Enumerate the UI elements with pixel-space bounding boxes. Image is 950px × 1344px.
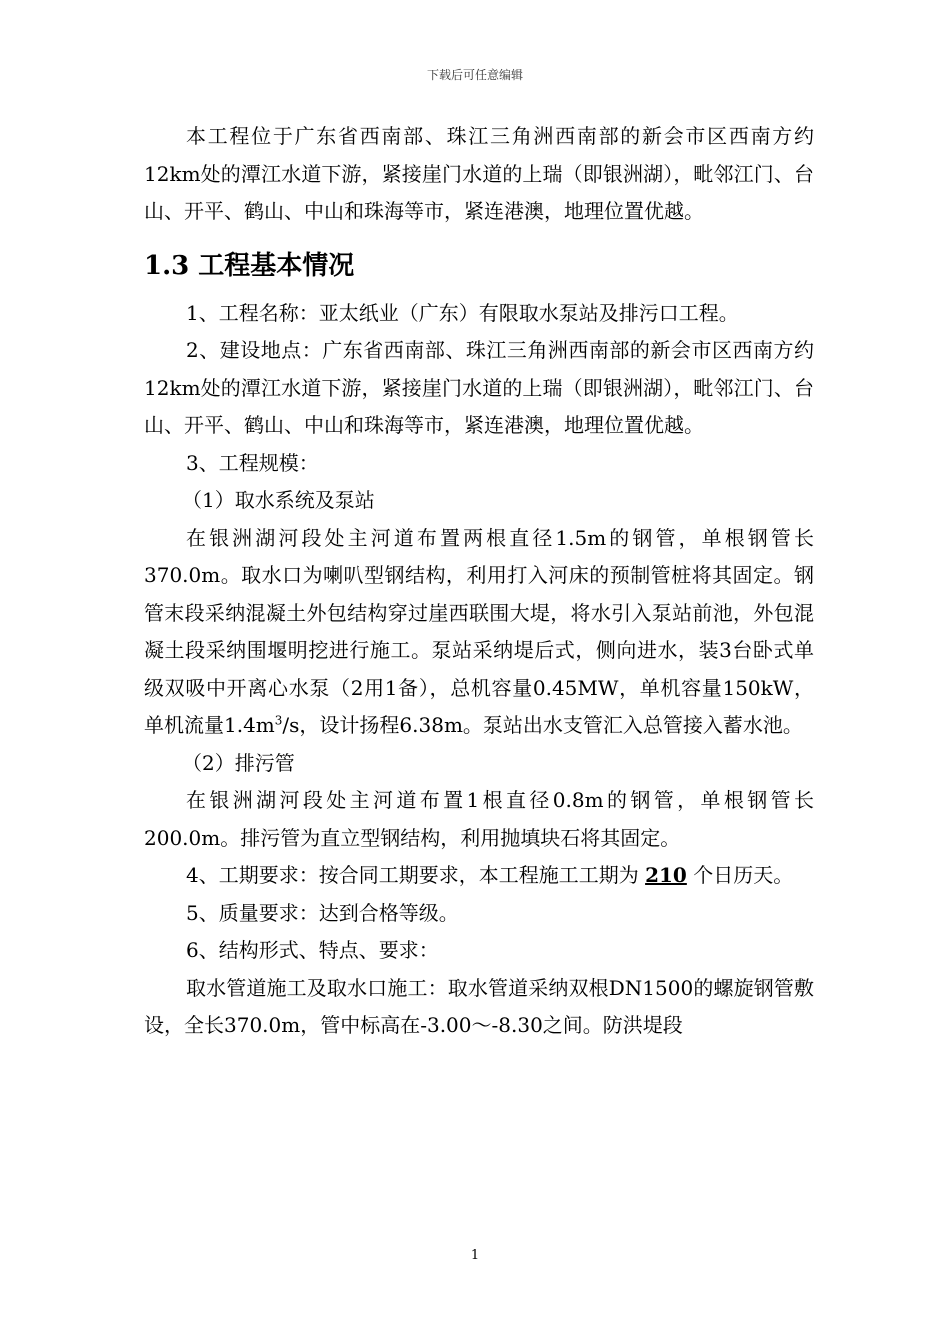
page-number: 1 [470, 1248, 480, 1263]
schedule-text-a: 4、工期要求：按合同工期要求，本工程施工工期为 [186, 863, 639, 887]
sub-heading-sewage: （2）排污管 [182, 750, 295, 775]
section-heading: 1.3 工程基本情况 [144, 250, 355, 281]
sewage-paragraph: 在银洲湖河段处主河道布置1根直径0.8m的钢管，单根钢管长200.0m。排污管为直立型钢结构，利用抛填块石将其固定。 [144, 788, 814, 850]
sub-heading-intake: （1）取水系统及泵站 [182, 488, 375, 512]
page-header: 下载后可任意编辑 [426, 68, 523, 82]
item-location: 2、建设地点：广东省西南部、珠江三角洲西南部的新会市区西南方约12km处的潭江水道下游，紧接崖门水道的上瑞（即银洲湖），毗邻江门、台山、开平、鹤山、中山和珠海等市，紧连港澳，地理位置优越。 [144, 338, 814, 437]
intake-text-a: 在银洲湖河段处主河道布置两根直径1.5m的钢管，单根钢管长370.0m。取水口为喇叭型钢结构，利用打入河床的预制管桩将其固定。钢管末段采纳混凝土外包结构穿过崖西联围大堤，将水引入泵站前池，外包混凝土段采纳围堰明挖进行施工。泵站采纳堤后式，侧向进水，装3台卧式单级双吸中开离心水泵（2用1备），总机容量0.45MW，单机容量150kW，单机流量1.4m [144, 525, 814, 737]
document-body [144, 118, 814, 1045]
item-scale: 3、工程规模： [186, 450, 319, 475]
construction-paragraph: 取水管道施工及取水口施工：取水管道采纳双根DN1500的螺旋钢管敷设，全长370.0m，管中标高在-3.00～-8.30之间。防洪堤段 [144, 975, 814, 1037]
intake-text-b: /s，设计扬程6.38m。泵站出水支管汇入总管接入蓄水池。 [282, 713, 803, 737]
schedule-days: 210 [645, 863, 687, 887]
schedule-text-b: 个日历天。 [693, 863, 794, 887]
intake-superscript: 3 [274, 713, 283, 728]
item-project-name: 1、工程名称：亚太纸业（广东）有限取水泵站及排污口工程。 [186, 300, 739, 325]
item-quality: 5、质量要求：达到合格等级。 [186, 900, 459, 925]
item-schedule [144, 857, 814, 895]
intro-paragraph: 本工程位于广东省西南部、珠江三角洲西南部的新会市区西南方约12km处的潭江水道下游，紧接崖门水道的上瑞（即银洲湖），毗邻江门、台山、开平、鹤山、中山和珠海等市，紧连港澳，地理位置优越。 [144, 124, 814, 223]
item-structure: 6、结构形式、特点、要求： [186, 938, 439, 962]
intake-paragraph [144, 520, 814, 745]
